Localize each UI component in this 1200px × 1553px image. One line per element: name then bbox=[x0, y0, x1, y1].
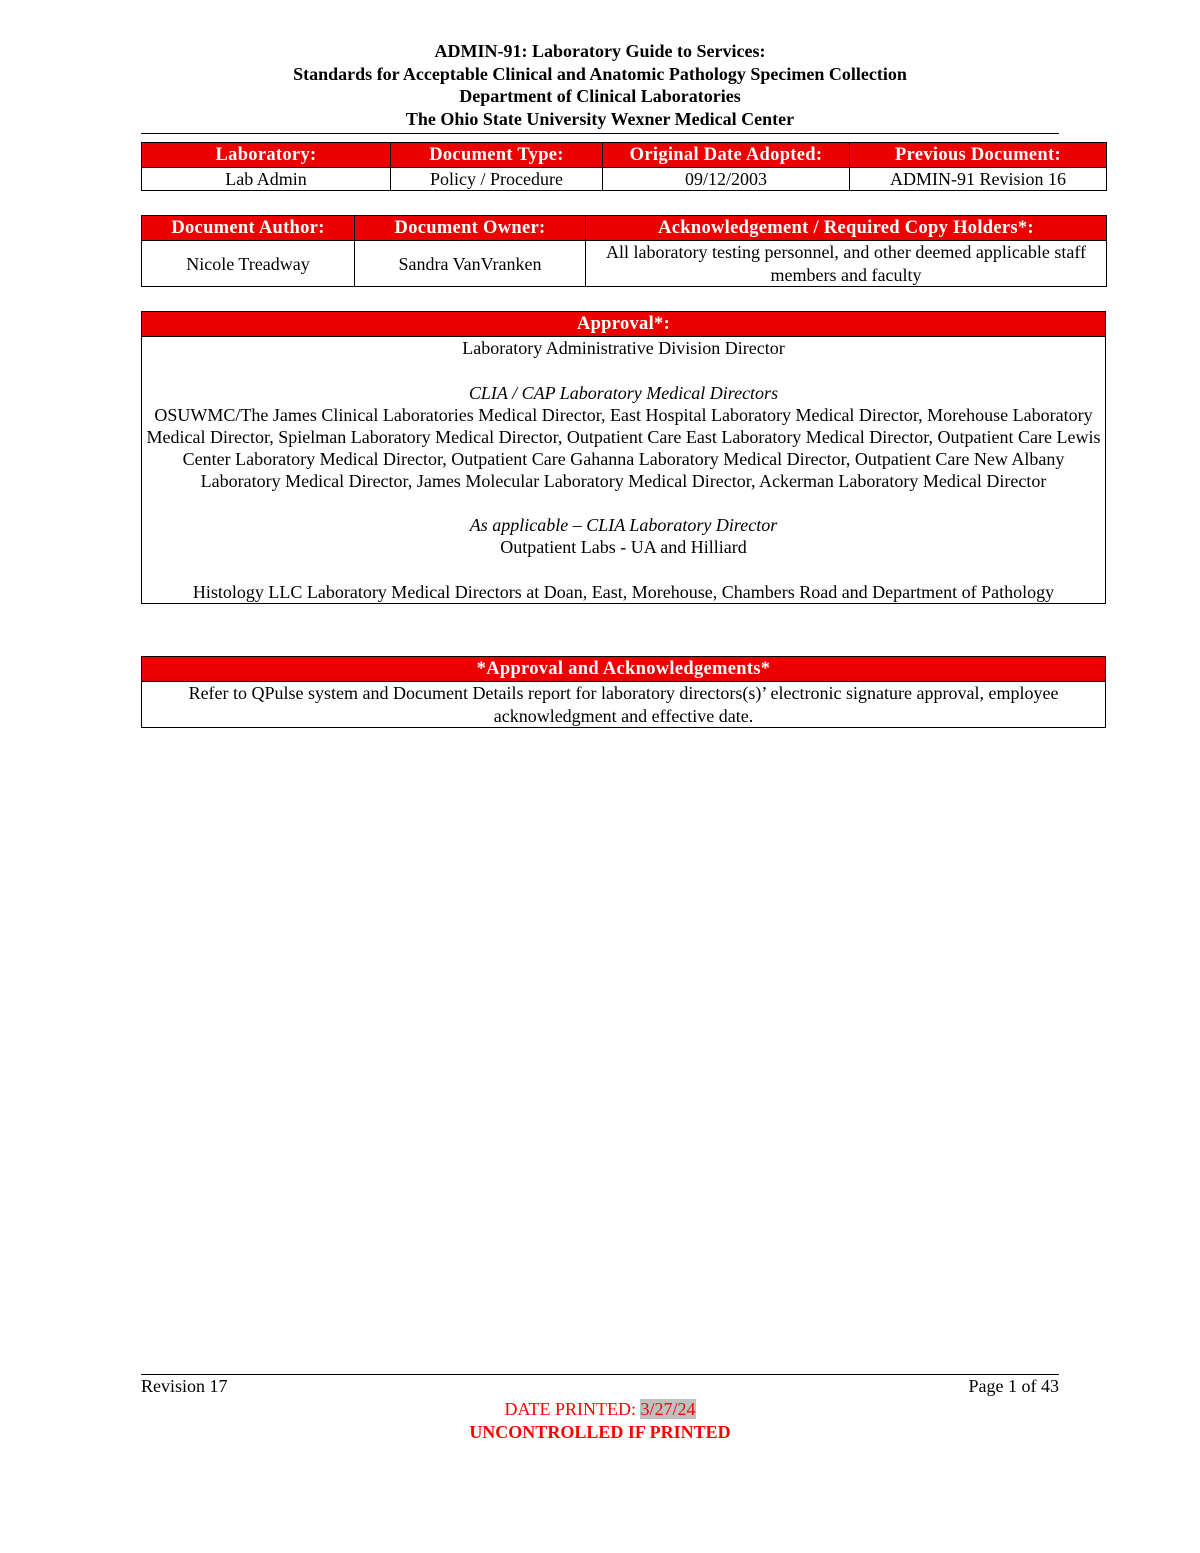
print-notice bbox=[0, 1398, 1200, 1443]
owner-header: Document Owner: bbox=[355, 216, 586, 241]
laboratory-value: Lab Admin bbox=[142, 168, 391, 191]
approval-table bbox=[141, 311, 1106, 604]
ownership-value-row bbox=[142, 241, 1107, 287]
applicable-directors: Outpatient Labs - UA and Hilliard bbox=[500, 537, 747, 557]
date-printed-value: 3/27/24 bbox=[640, 1399, 696, 1419]
clia-cap-heading: CLIA / CAP Laboratory Medical Directors bbox=[468, 382, 779, 403]
owner-value: Sandra VanVranken bbox=[355, 241, 586, 287]
clia-cap-directors: OSUWMC/The James Clinical Laboratories Medical Director, East Hospital Laboratory Medical Director, Morehouse Laboratory Medical Director, Spielman Laboratory Medical Director, Outpatient Care East Laboratory Medical Director, Outpatient Care Lewis Center Laboratory Medical Director, Outpatient Care Gahanna Laboratory Medical Director, Outpatient Care New Albany Laboratory Medical Director, James Molecular Laboratory Medical Director, Ackerman Laboratory Medical Director bbox=[146, 404, 1101, 491]
author-header: Document Author: bbox=[142, 216, 355, 241]
approval-body-row bbox=[142, 337, 1106, 604]
date-printed-line bbox=[0, 1398, 1200, 1421]
document-type-value: Policy / Procedure bbox=[391, 168, 603, 191]
ownership-table bbox=[141, 215, 1107, 287]
date-printed-label: DATE PRINTED: bbox=[504, 1399, 641, 1419]
division-director: Laboratory Administrative Division Director bbox=[462, 338, 785, 358]
footer-rule bbox=[141, 1374, 1059, 1375]
page-number: Page 1 of 43 bbox=[968, 1376, 1059, 1396]
original-date-header: Original Date Adopted: bbox=[603, 143, 850, 168]
acknowledgements-body-row bbox=[142, 682, 1106, 728]
revision-label: Revision 17 bbox=[141, 1376, 228, 1396]
acknowledgements-header-row bbox=[142, 657, 1106, 682]
previous-document-header: Previous Document: bbox=[850, 143, 1107, 168]
document-info-header-row bbox=[142, 143, 1107, 168]
document-info-value-row bbox=[142, 168, 1107, 191]
original-date-value: 09/12/2003 bbox=[603, 168, 850, 191]
document-info-table bbox=[141, 142, 1107, 191]
approval-header: Approval*: bbox=[142, 312, 1106, 337]
acknowledgements-body: Refer to QPulse system and Document Details report for laboratory directors(s)’ electronic signature approval, employee acknowledgment and effective date. bbox=[142, 682, 1106, 728]
approval-header-row bbox=[142, 312, 1106, 337]
header-department: Department of Clinical Laboratories bbox=[459, 86, 741, 106]
copy-holders-header: Acknowledgement / Required Copy Holders*: bbox=[586, 216, 1107, 241]
applicable-heading: As applicable – CLIA Laboratory Director bbox=[469, 515, 778, 535]
uncontrolled-notice: UNCONTROLLED IF PRINTED bbox=[469, 1421, 731, 1442]
header-subtitle: Standards for Acceptable Clinical and Anatomic Pathology Specimen Collection bbox=[293, 63, 907, 84]
acknowledgements-table bbox=[141, 656, 1106, 728]
acknowledgements-header: *Approval and Acknowledgements* bbox=[142, 657, 1106, 682]
header-title: ADMIN-91: Laboratory Guide to Services: bbox=[434, 41, 766, 61]
histology-directors: Histology LLC Laboratory Medical Directors at Doan, East, Morehouse, Chambers Road and Department of Pathology bbox=[192, 581, 1055, 602]
author-value: Nicole Treadway bbox=[142, 241, 355, 287]
ownership-header-row bbox=[142, 216, 1107, 241]
document-header bbox=[141, 40, 1059, 130]
document-type-header: Document Type: bbox=[391, 143, 603, 168]
header-rule bbox=[141, 133, 1059, 134]
laboratory-header: Laboratory: bbox=[142, 143, 391, 168]
copy-holders-value: All laboratory testing personnel, and other deemed applicable staff members and faculty bbox=[586, 241, 1107, 287]
header-institution: The Ohio State University Wexner Medical Center bbox=[405, 108, 795, 129]
approval-body bbox=[142, 337, 1106, 604]
previous-document-value: ADMIN-91 Revision 16 bbox=[850, 168, 1107, 191]
